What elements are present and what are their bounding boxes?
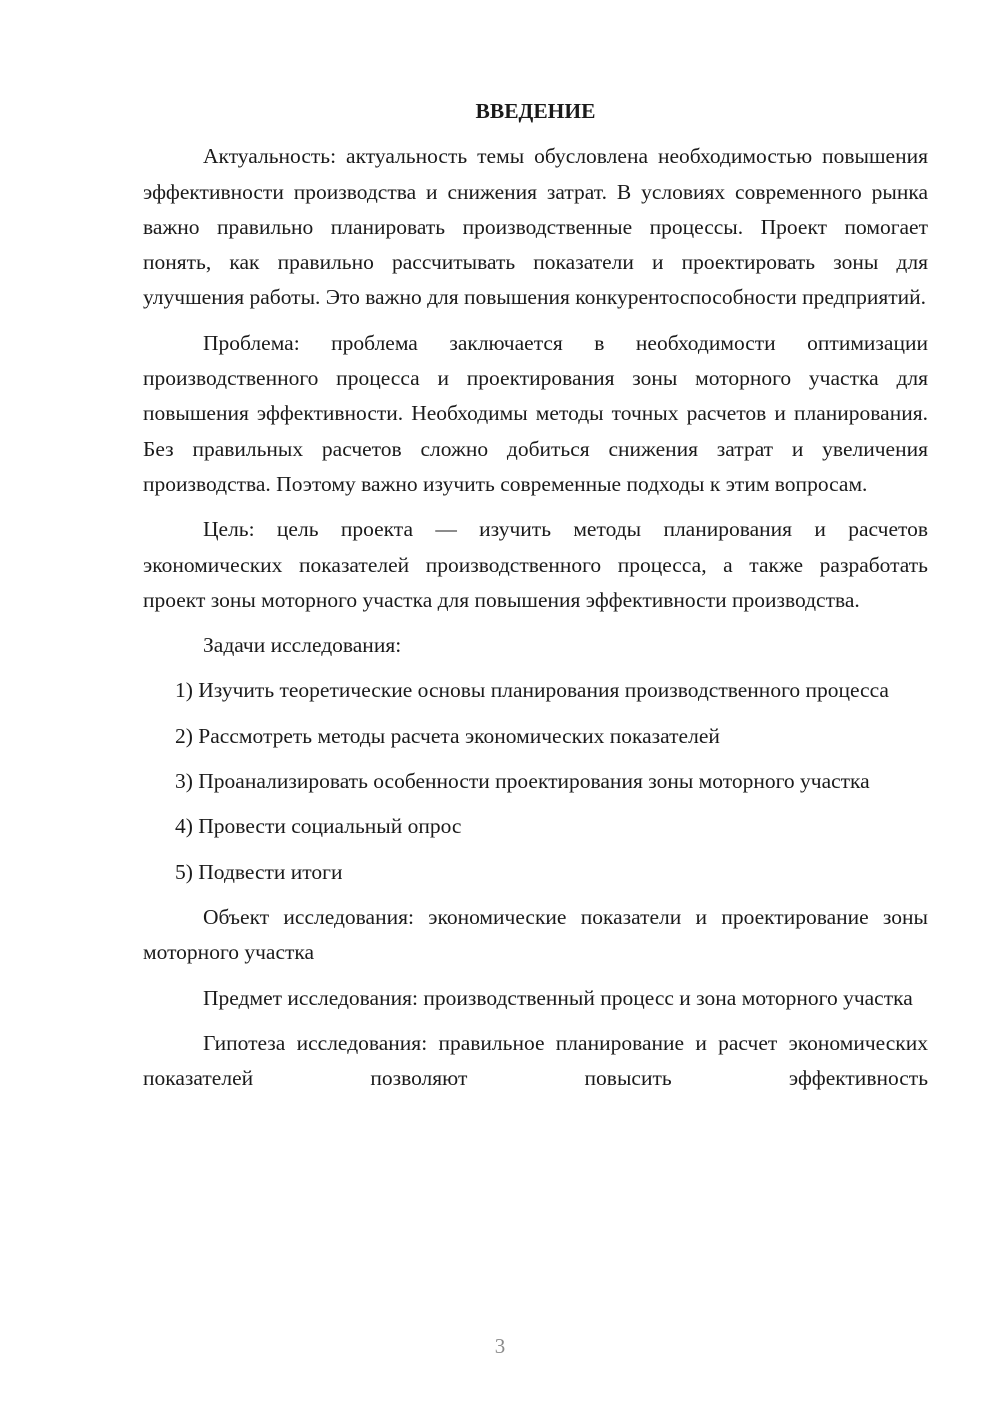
task-item-3: 3) Проанализировать особенности проектирования зоны моторного участка	[175, 769, 870, 794]
goal-paragraph: Цель: цель проекта — изучить методы планирования и расчетов экономических показателей производственного процесса, а также разработать проект зоны моторного участка для повышения эффективности производства.	[143, 517, 928, 612]
subject-paragraph: Предмет исследования: производственный процесс и зона моторного участка	[203, 985, 913, 1010]
hypothesis-paragraph: Гипотеза исследования: правильное планирование и расчет экономических показателей позволяют повысить эффективность	[143, 1030, 928, 1091]
page-title: ВВЕДЕНИЕ	[475, 99, 596, 123]
task-item-4: 4) Провести социальный опрос	[175, 814, 462, 839]
tasks-heading: Задачи исследования:	[203, 633, 402, 658]
page-content	[143, 94, 928, 1106]
relevance-paragraph: Актуальность: актуальность темы обусловлена необходимостью повышения эффективности производства и снижения затрат. В условиях современного рынка важно правильно планировать производственные процессы. Проект помогает понять, как правильно рассчитывать показатели и проектировать зоны для улучшения работы. Это важно для повышения конкурентоспособности предприятий.	[143, 144, 928, 310]
task-item-5: 5) Подвести итоги	[175, 859, 343, 884]
object-paragraph: Объект исследования: экономические показатели и проектирование зоны моторного участка	[143, 904, 928, 965]
task-item-1: 1) Изучить теоретические основы планирования производственного процесса	[175, 678, 889, 703]
problem-paragraph: Проблема: проблема заключается в необходимости оптимизации производственного процесса и проектирования зоны моторного участка для повышения эффективности. Необходимы методы точных расчетов и планирования. Без правильных расчетов сложно добиться снижения затрат и увеличения производства. Поэтому важно изучить современные подходы к этим вопросам.	[143, 330, 928, 496]
task-item-2: 2) Рассмотреть методы расчета экономических показателей	[175, 723, 720, 748]
page-number: 3	[494, 1334, 506, 1358]
